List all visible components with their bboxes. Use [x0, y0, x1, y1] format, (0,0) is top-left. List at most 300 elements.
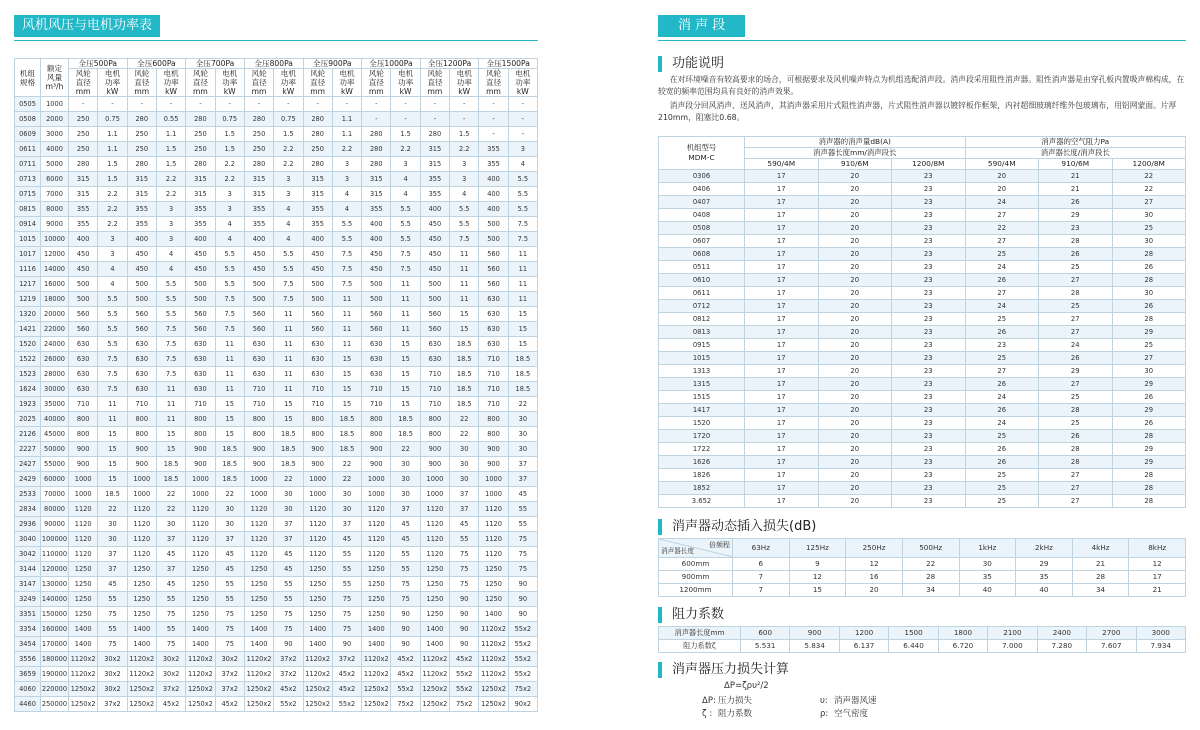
length-column-header: 590/4M [745, 159, 819, 170]
value-cell: 23 [892, 235, 966, 248]
value-cell: 27 [1039, 482, 1113, 495]
value-cell: 18.5 [98, 487, 127, 502]
value-cell: 22 [902, 558, 959, 571]
value-cell: 400 [244, 232, 273, 247]
value-cell: 27 [1112, 196, 1186, 209]
value-cell: 355 [127, 202, 156, 217]
value-cell: 1120x2 [186, 667, 215, 682]
value-cell: 315 [127, 187, 156, 202]
corner-top-label: 倍频程 [709, 541, 730, 549]
value-cell: 4 [274, 232, 303, 247]
value-cell: 75 [508, 532, 537, 547]
value-cell: 55 [332, 577, 361, 592]
length-column-header: 1200/8M [892, 159, 966, 170]
value-cell: 23 [892, 378, 966, 391]
value-cell: 17 [745, 404, 819, 417]
value-cell: 1120 [362, 532, 391, 547]
value-cell: 75 [215, 637, 244, 652]
table-row [15, 337, 538, 352]
value-cell: 37x2 [98, 697, 127, 712]
value-cell: 355 [303, 202, 332, 217]
value-cell: 21 [1129, 584, 1186, 597]
coef-value: 7.607 [1087, 640, 1136, 653]
model-cell: 0306 [659, 170, 745, 183]
value-cell: 55x2 [450, 682, 479, 697]
value-cell: 630 [186, 352, 215, 367]
value-cell: 630 [303, 337, 332, 352]
left-title-rule [14, 40, 538, 41]
value-cell: 1250x2 [127, 682, 156, 697]
value-cell: 630 [420, 352, 449, 367]
airflow-cell: 120000 [41, 562, 69, 577]
value-cell: 27 [965, 209, 1039, 222]
value-cell: 1120x2 [362, 652, 391, 667]
value-cell: 1000 [420, 472, 449, 487]
value-cell: 12 [1129, 558, 1186, 571]
value-cell: 29 [1112, 443, 1186, 456]
value-cell: 24 [965, 417, 1039, 430]
value-cell: 1250x2 [69, 697, 98, 712]
value-cell: 1000 [479, 487, 508, 502]
model-cell: 3351 [15, 607, 41, 622]
model-cell: 3.652 [659, 495, 745, 508]
model-cell: 1421 [15, 322, 41, 337]
motor-power-header: 电机 功率 kW [215, 69, 244, 97]
value-cell: 45x2 [450, 652, 479, 667]
table-row [659, 443, 1186, 456]
value-cell: 22 [332, 472, 361, 487]
value-cell: 5.5 [508, 187, 537, 202]
airflow-cell: 160000 [41, 622, 69, 637]
value-cell: 23 [892, 469, 966, 482]
value-cell: 22 [965, 222, 1039, 235]
value-cell: 800 [69, 427, 98, 442]
value-cell: 20 [818, 365, 892, 378]
value-cell: 75 [215, 622, 244, 637]
value-cell: 11 [508, 262, 537, 277]
model-cell: 4060 [15, 682, 41, 697]
value-cell: 23 [892, 183, 966, 196]
value-cell: 450 [362, 247, 391, 262]
value-cell: 27 [1112, 352, 1186, 365]
left-title: 风机风压与电机功率表 [14, 15, 160, 37]
value-cell: 1250 [186, 562, 215, 577]
value-cell: 1120 [362, 517, 391, 532]
value-cell: 90 [508, 592, 537, 607]
value-cell: 1250 [186, 592, 215, 607]
value-cell: 800 [244, 427, 273, 442]
value-cell: 23 [892, 391, 966, 404]
value-cell: 4 [98, 262, 127, 277]
coef-value: 6.137 [839, 640, 888, 653]
value-cell: 24 [965, 391, 1039, 404]
value-cell: 3 [332, 172, 361, 187]
value-cell: 560 [127, 307, 156, 322]
value-cell: 27 [1039, 313, 1113, 326]
value-cell: 35 [959, 571, 1016, 584]
table-row [15, 547, 538, 562]
col-airflow-header: 额定 风量 m³/h [41, 59, 69, 97]
corner-bottom-label: 消声器长度 [661, 547, 694, 555]
table-row [15, 172, 538, 187]
value-cell: 18.5 [215, 442, 244, 457]
value-cell: 15 [391, 397, 420, 412]
model-cell: 2126 [15, 427, 41, 442]
value-cell: 1250 [127, 562, 156, 577]
value-cell: 1120 [479, 532, 508, 547]
motor-power-header: 电机 功率 kW [332, 69, 361, 97]
value-cell: 15 [789, 584, 846, 597]
value-cell: 2.2 [98, 217, 127, 232]
value-cell: 37 [98, 562, 127, 577]
model-cell: 1624 [15, 382, 41, 397]
value-cell: 1120x2 [479, 622, 508, 637]
value-cell: 37x2 [274, 667, 303, 682]
value-cell: 4 [156, 247, 185, 262]
model-cell: 0406 [659, 183, 745, 196]
value-cell: 2.2 [332, 142, 361, 157]
wheel-diameter-header: 风轮 直径 mm [244, 69, 273, 97]
value-cell: 26 [965, 443, 1039, 456]
value-cell: 30x2 [98, 682, 127, 697]
value-cell: 280 [303, 112, 332, 127]
fan-table-body [15, 97, 538, 712]
wheel-diameter-header: 风轮 直径 mm [479, 69, 508, 97]
value-cell: 20 [818, 391, 892, 404]
table-row [659, 365, 1186, 378]
value-cell: 75 [98, 637, 127, 652]
value-cell: 29 [1039, 209, 1113, 222]
value-cell: 450 [186, 262, 215, 277]
value-cell: 1250 [69, 562, 98, 577]
value-cell: 21 [1039, 183, 1113, 196]
value-cell: 17 [745, 183, 819, 196]
value-cell: 500 [303, 277, 332, 292]
value-cell: 7.5 [332, 277, 361, 292]
value-cell: 27 [1039, 469, 1113, 482]
value-cell: 1120x2 [69, 652, 98, 667]
airflow-cell: 16000 [41, 277, 69, 292]
value-cell: 500 [186, 292, 215, 307]
model-cell: 0610 [659, 274, 745, 287]
value-cell: - [362, 97, 391, 112]
value-cell: 315 [244, 187, 273, 202]
value-cell: 630 [479, 337, 508, 352]
value-cell: 11 [332, 307, 361, 322]
value-cell: 45x2 [391, 667, 420, 682]
value-cell: 30 [1112, 209, 1186, 222]
value-cell: 710 [420, 382, 449, 397]
table-row [659, 261, 1186, 274]
value-cell: 30 [508, 412, 537, 427]
value-cell: 15 [274, 412, 303, 427]
value-cell: 30 [391, 472, 420, 487]
value-cell: 18.5 [332, 442, 361, 457]
value-cell: 18.5 [450, 382, 479, 397]
value-cell: 11 [508, 292, 537, 307]
resistance-title: 阻力系数 [658, 607, 724, 623]
value-cell: 17 [745, 300, 819, 313]
value-cell: 1250x2 [479, 682, 508, 697]
table-row [15, 502, 538, 517]
value-cell: 75x2 [450, 697, 479, 712]
value-cell: 2.2 [156, 187, 185, 202]
value-cell: 500 [69, 292, 98, 307]
airflow-cell: 2000 [41, 112, 69, 127]
model-cell: 1520 [15, 337, 41, 352]
table-row [15, 427, 538, 442]
value-cell: 1120x2 [186, 652, 215, 667]
value-cell: 280 [362, 142, 391, 157]
value-cell: 1400 [244, 622, 273, 637]
value-cell: 5.5 [274, 262, 303, 277]
table-row [659, 274, 1186, 287]
coef-value: 5.531 [741, 640, 790, 653]
airflow-cell: 20000 [41, 307, 69, 322]
model-cell: 3042 [15, 547, 41, 562]
value-cell: 23 [892, 404, 966, 417]
value-cell: 710 [186, 397, 215, 412]
value-cell: 55x2 [508, 622, 537, 637]
airflow-cell: 18000 [41, 292, 69, 307]
model-cell: 3144 [15, 562, 41, 577]
value-cell: 355 [479, 142, 508, 157]
value-cell: 23 [892, 222, 966, 235]
wheel-diameter-header: 风轮 直径 mm [303, 69, 332, 97]
value-cell: 26 [965, 378, 1039, 391]
value-cell: 560 [186, 322, 215, 337]
table-row [15, 622, 538, 637]
model-cell: 0511 [659, 261, 745, 274]
table-row [659, 196, 1186, 209]
value-cell: 1120 [479, 517, 508, 532]
value-cell: 1120x2 [303, 652, 332, 667]
model-cell: 1520 [659, 417, 745, 430]
value-cell: 450 [420, 262, 449, 277]
value-cell: 20 [818, 404, 892, 417]
value-cell: 22 [1112, 170, 1186, 183]
table-row [15, 127, 538, 142]
value-cell: 630 [244, 337, 273, 352]
value-cell: 250 [303, 142, 332, 157]
value-cell: 29 [1112, 456, 1186, 469]
value-cell: 710 [420, 367, 449, 382]
length-value: 600 [741, 627, 790, 640]
value-cell: 4 [450, 187, 479, 202]
value-cell: 37x2 [156, 682, 185, 697]
coef-label: 阻力系数ζ [659, 640, 741, 653]
value-cell: - [479, 112, 508, 127]
value-cell: 280 [362, 127, 391, 142]
value-cell: 280 [69, 157, 98, 172]
value-cell: 27 [1039, 378, 1113, 391]
table-row [15, 637, 538, 652]
model-cell: 1015 [15, 232, 41, 247]
airflow-cell: 3000 [41, 127, 69, 142]
value-cell: 37x2 [215, 682, 244, 697]
value-cell: 1120 [186, 532, 215, 547]
value-cell: 22 [391, 442, 420, 457]
value-cell: 30 [215, 502, 244, 517]
coef-value: 6.720 [938, 640, 987, 653]
value-cell: 7.5 [156, 352, 185, 367]
value-cell: 17 [745, 209, 819, 222]
value-cell: - [215, 97, 244, 112]
value-cell: 7 [733, 571, 790, 584]
value-cell: 315 [303, 187, 332, 202]
value-cell: 1250 [127, 607, 156, 622]
value-cell: 15 [332, 397, 361, 412]
length-value: 1500 [889, 627, 938, 640]
coef-value: 7.000 [988, 640, 1037, 653]
value-cell: 7.5 [156, 367, 185, 382]
value-cell: 15 [332, 367, 361, 382]
value-cell: 1120 [479, 502, 508, 517]
value-cell: 280 [303, 127, 332, 142]
value-cell: 18.5 [274, 457, 303, 472]
value-cell: 1250 [362, 562, 391, 577]
airflow-cell: 70000 [41, 487, 69, 502]
value-cell: 37 [450, 502, 479, 517]
table-row [15, 112, 538, 127]
model-cell: 0715 [15, 187, 41, 202]
value-cell: 355 [127, 217, 156, 232]
model-cell: 2936 [15, 517, 41, 532]
value-cell: 75 [98, 607, 127, 622]
value-cell: 710 [479, 397, 508, 412]
value-cell: 1400 [186, 622, 215, 637]
value-cell: 800 [186, 412, 215, 427]
value-cell: 17 [745, 339, 819, 352]
value-cell: - [156, 97, 185, 112]
value-cell: 1120x2 [244, 652, 273, 667]
length-label: 消声器长度mm [659, 627, 741, 640]
value-cell: 23 [892, 443, 966, 456]
value-cell: 315 [69, 187, 98, 202]
value-cell: 27 [965, 235, 1039, 248]
value-cell: 90 [391, 622, 420, 637]
model-cell: 1852 [659, 482, 745, 495]
table-row [15, 697, 538, 712]
model-cell: 1522 [15, 352, 41, 367]
formula: ΔP=ζρυ²/2 [724, 681, 769, 691]
value-cell: 1000 [69, 487, 98, 502]
value-cell: 15 [508, 337, 537, 352]
value-cell: 20 [818, 430, 892, 443]
value-cell: 15 [508, 307, 537, 322]
coef-value: 5.834 [790, 640, 839, 653]
value-cell: 250 [69, 127, 98, 142]
value-cell: 1120 [303, 532, 332, 547]
length-value: 1200 [839, 627, 888, 640]
value-cell: 24 [1039, 339, 1113, 352]
value-cell: 1250 [420, 577, 449, 592]
value-cell: 55 [391, 562, 420, 577]
value-cell: 20 [818, 209, 892, 222]
value-cell: 1120 [186, 517, 215, 532]
value-cell: 90 [332, 637, 361, 652]
col-model-header: 机组型号 MDM-C [659, 137, 745, 170]
value-cell: 17 [745, 482, 819, 495]
value-cell: 23 [892, 313, 966, 326]
airflow-cell: 130000 [41, 577, 69, 592]
value-cell: 55 [508, 517, 537, 532]
value-cell: 75 [156, 607, 185, 622]
table-row [659, 209, 1186, 222]
table-row [15, 682, 538, 697]
value-cell: 1250x2 [303, 682, 332, 697]
value-cell: 1400 [420, 637, 449, 652]
value-cell: 90 [450, 592, 479, 607]
value-cell: 26 [965, 274, 1039, 287]
value-cell: 18.5 [215, 457, 244, 472]
value-cell: 355 [479, 157, 508, 172]
value-cell: 315 [186, 172, 215, 187]
value-cell: 560 [69, 322, 98, 337]
func-paragraph-1: 在对环境噪音有较高要求的场合，可根据要求及风机噪声特点为机组选配消声段。消声段采用阻性消声器。阻性消声器是由穿孔板内置吸声棉构成，在较宽的频率范围均具有良好的消声效果。 [658, 75, 1185, 96]
value-cell: 4 [332, 187, 361, 202]
value-cell: 5.5 [156, 292, 185, 307]
value-cell: 710 [69, 397, 98, 412]
value-cell: 1000 [244, 487, 273, 502]
value-cell: 1400 [127, 637, 156, 652]
model-cell: 0408 [659, 209, 745, 222]
value-cell: - [479, 97, 508, 112]
value-cell: 250 [186, 142, 215, 157]
value-cell: 3 [332, 157, 361, 172]
value-cell: 1000 [303, 472, 332, 487]
wheel-diameter-header: 风轮 直径 mm [186, 69, 215, 97]
value-cell: 20 [818, 235, 892, 248]
wheel-diameter-header: 风轮 直径 mm [420, 69, 449, 97]
value-cell: 27 [965, 365, 1039, 378]
value-cell: 1000 [186, 487, 215, 502]
value-cell: 28 [1112, 248, 1186, 261]
model-cell: 3249 [15, 592, 41, 607]
value-cell: 17 [745, 378, 819, 391]
table-row [659, 584, 1186, 597]
value-cell: 29 [1112, 378, 1186, 391]
value-cell: 28 [1039, 456, 1113, 469]
value-cell: 3 [450, 172, 479, 187]
value-cell: 20 [818, 274, 892, 287]
length-cell: 600mm [659, 558, 733, 571]
value-cell: 5.5 [508, 172, 537, 187]
length-cell: 900mm [659, 571, 733, 584]
value-cell: 7.5 [215, 307, 244, 322]
value-cell: - [391, 97, 420, 112]
value-cell: 400 [69, 232, 98, 247]
table-row [15, 517, 538, 532]
airflow-cell: 9000 [41, 217, 69, 232]
value-cell: 800 [479, 412, 508, 427]
length-header-att: 消声器长度mm/消声段长 [745, 148, 966, 159]
value-cell: 29 [1112, 404, 1186, 417]
model-cell: 3556 [15, 652, 41, 667]
value-cell: 1120 [69, 532, 98, 547]
model-cell: 0711 [15, 157, 41, 172]
value-cell: 5.5 [391, 202, 420, 217]
value-cell: 55 [508, 502, 537, 517]
value-cell: 630 [186, 382, 215, 397]
value-cell: 7.5 [215, 292, 244, 307]
value-cell: 26 [965, 456, 1039, 469]
value-cell: 630 [244, 367, 273, 382]
model-cell: 0813 [659, 326, 745, 339]
value-cell: 710 [244, 397, 273, 412]
table-row [15, 187, 538, 202]
value-cell: 7.5 [98, 382, 127, 397]
